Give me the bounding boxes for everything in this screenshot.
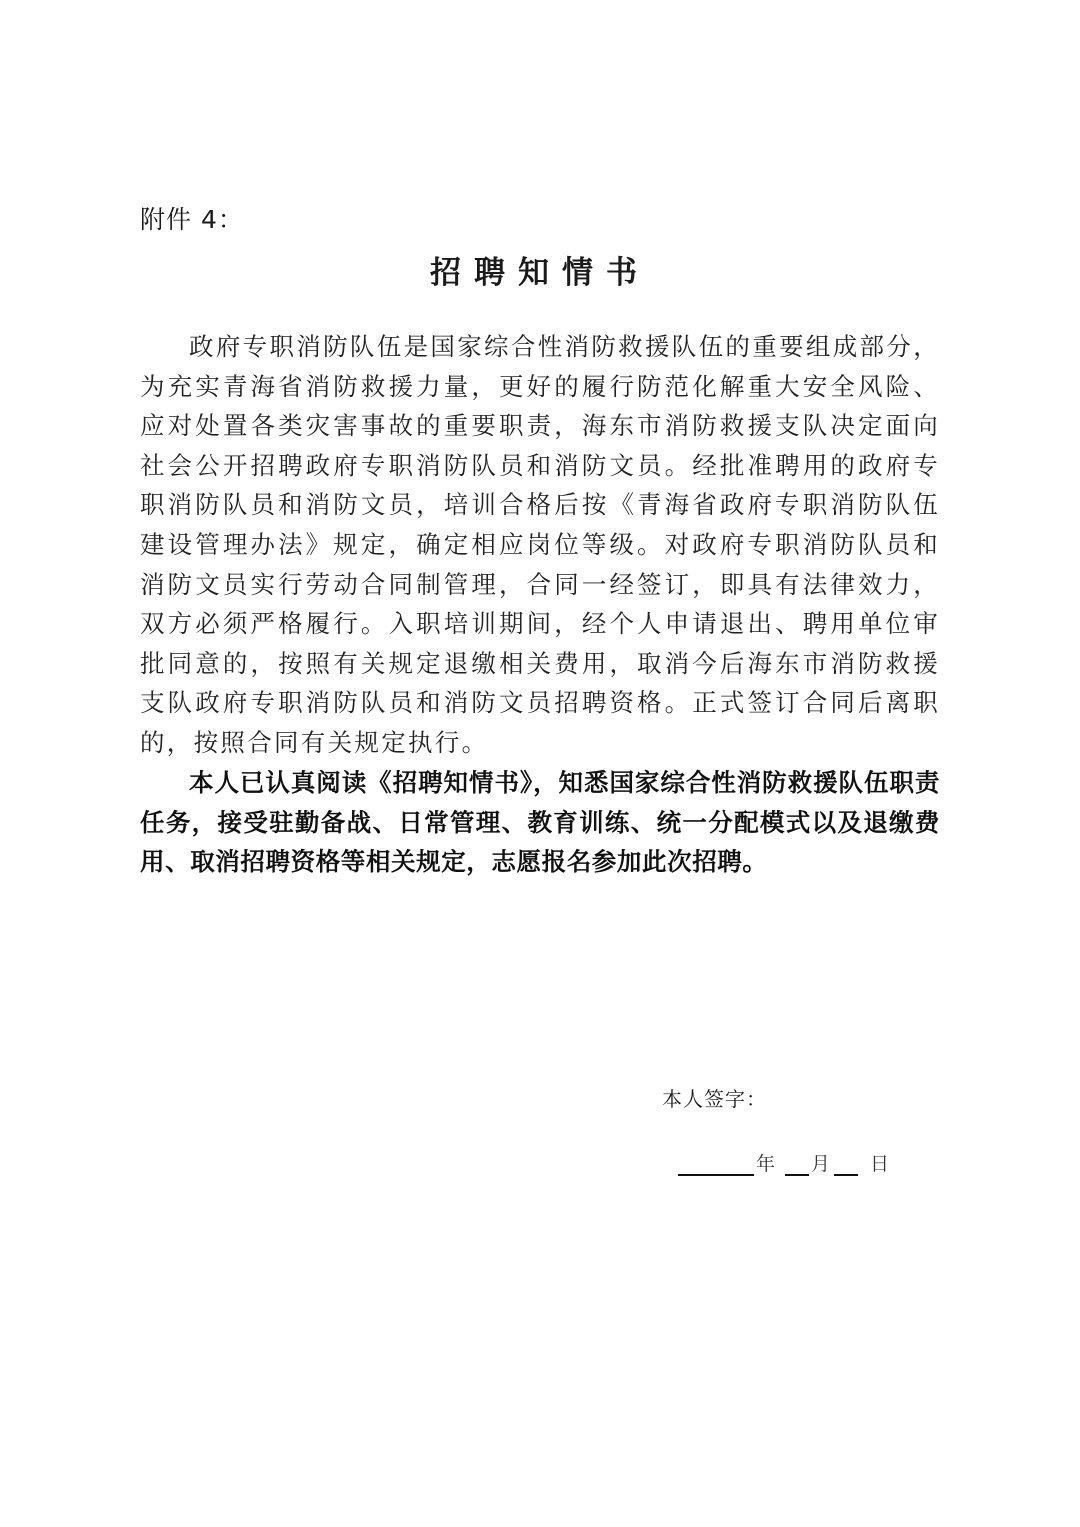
year-blank [678,1150,754,1176]
document-title: 招聘知情书 [430,255,650,291]
signature-label: 本人签字： [662,1087,767,1111]
attachment-label: 附件 4： [140,205,244,234]
month-unit: 月 [811,1153,831,1175]
day-blank [834,1150,858,1176]
date-line [678,1148,889,1180]
day-unit: 日 [870,1153,890,1175]
body-paragraph: 政府专职消防队伍是国家综合性消防救援队伍的重要组成部分，为充实青海省消防救援力量，更好的履行防范化解重大安全风险、应对处置各类灾害事故的重要职责，海东市消防救援支队决定面向社会公开招聘政府专职消防队员和消防文员。经批准聘用的政府专职消防队员和消防文员，培训合格后按《青海省政府专职消防队伍建设管理办法》规定，确定相应岗位等级。对政府专职消防队员和消防文员实行劳动合同制管理，合同一经签订，即具有法律效力，双方必须严格履行。入职培训期间，经个人申请退出、聘用单位审批同意的，按照有关规定退缴相关费用，取消今后海东市消防救援支队政府专职消防队员和消防文员招聘资格。正式签订合同后离职的，按照合同有关规定执行。 [140,332,940,757]
year-unit: 年 [756,1153,776,1175]
acknowledgement-paragraph: 本人已认真阅读《招聘知情书》，知悉国家综合性消防救援队伍职责任务，接受驻勤备战、日常管理、教育训练、统一分配模式以及退缴费用、取消招聘资格等相关规定，志愿报名参加此次招聘。 [140,768,940,877]
month-blank [785,1150,809,1176]
